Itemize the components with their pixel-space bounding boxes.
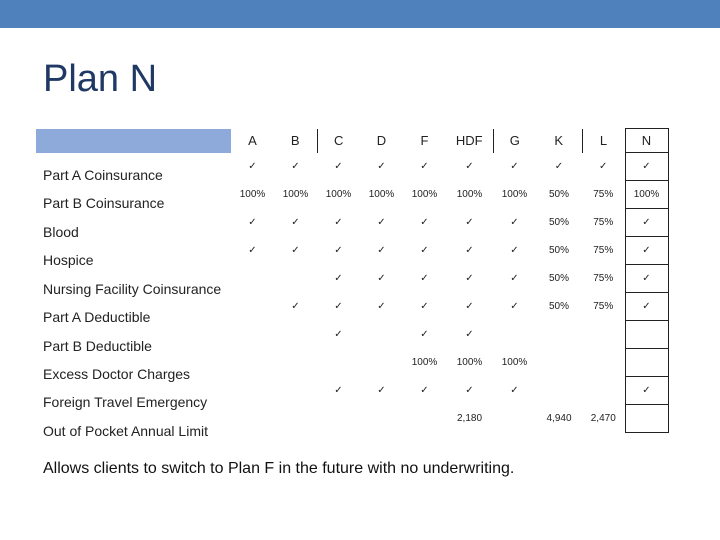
table-cell: ✓ (377, 385, 386, 396)
table-cell: 50% (548, 301, 569, 312)
table-cell (625, 349, 668, 377)
table-row (36, 377, 668, 405)
row-label: Blood (43, 224, 79, 240)
footer-note: Allows clients to switch to Plan F in the future with no underwriting. (43, 460, 515, 477)
table-row (36, 405, 668, 433)
row-label-spacer (36, 321, 231, 349)
table-cell: ✓ (420, 245, 429, 256)
table-cell: ✓ (510, 301, 519, 312)
table-cell: ✓ (625, 237, 668, 265)
table-cell: 100% (501, 189, 528, 200)
table-cell (274, 377, 317, 405)
table-cell (582, 349, 625, 377)
table-cell: ✓ (465, 217, 474, 228)
table-cell (536, 349, 582, 377)
table-cell: 100% (368, 189, 395, 200)
table-cell: ✓ (377, 301, 386, 312)
table-cell (274, 321, 317, 349)
table-cell: ✓ (625, 265, 668, 293)
table-cell: ✓ (465, 161, 474, 172)
column-header-f: F (420, 133, 429, 148)
table-cell (493, 321, 536, 349)
table-cell: ✓ (599, 161, 608, 172)
table-cell: ✓ (248, 161, 257, 172)
table-cell: ✓ (420, 301, 429, 312)
table-cell: ✓ (377, 273, 386, 284)
table-cell: ✓ (291, 245, 300, 256)
row-label: Part B Coinsurance (43, 195, 165, 211)
table-cell (317, 405, 360, 433)
table-row (36, 265, 668, 293)
table-cell (231, 321, 274, 349)
column-header-k: K (536, 129, 582, 153)
table-cell (231, 377, 274, 405)
table-cell: ✓ (420, 161, 429, 172)
row-label: Out of Pocket Annual Limit (43, 423, 208, 439)
row-label: Part A Coinsurance (43, 167, 163, 183)
table-cell: ✓ (291, 301, 300, 312)
table-row (36, 349, 668, 377)
row-label: Part B Deductible (43, 338, 152, 354)
table-row (36, 209, 668, 237)
table-cell: ✓ (465, 245, 474, 256)
row-label: Hospice (43, 252, 94, 268)
header-row (36, 129, 668, 153)
table-cell: ✓ (334, 217, 343, 228)
table-cell: ✓ (420, 273, 429, 284)
table-cell: 4,940 (546, 413, 572, 424)
table-cell (582, 321, 625, 349)
table-cell: ✓ (377, 245, 386, 256)
table-cell: ✓ (465, 385, 474, 396)
table-cell (360, 349, 403, 377)
table-cell: ✓ (291, 217, 300, 228)
table-cell: 50% (548, 217, 569, 228)
row-label-spacer (36, 181, 231, 209)
table-cell: 100% (456, 189, 483, 200)
table-cell: ✓ (334, 329, 343, 340)
table-cell: 100% (239, 189, 266, 200)
table-cell: ✓ (248, 217, 257, 228)
table-cell (625, 321, 668, 349)
row-label: Part A Deductible (43, 309, 151, 325)
table-cell: 100% (625, 181, 668, 209)
table-row (36, 153, 668, 181)
table-cell: 75% (593, 273, 614, 284)
table-cell (493, 405, 536, 433)
row-label-spacer (36, 237, 231, 265)
row-label-spacer (36, 405, 231, 433)
table-cell (536, 377, 582, 405)
table-cell: 50% (548, 273, 569, 284)
table-cell (274, 265, 317, 293)
column-header-b: B (274, 129, 317, 153)
table-cell: ✓ (465, 273, 474, 284)
header-blank-cell (36, 129, 231, 153)
row-label-spacer (36, 265, 231, 293)
table-cell: ✓ (420, 329, 429, 340)
table-cell (625, 405, 668, 433)
top-accent-bar (0, 0, 720, 28)
table-cell (317, 349, 360, 377)
slide-title: Plan N (43, 58, 158, 100)
row-label: Excess Doctor Charges (43, 366, 191, 382)
table-cell: 75% (593, 301, 614, 312)
table-cell (360, 405, 403, 433)
table-cell: 2,470 (590, 413, 616, 424)
table-cell: ✓ (554, 161, 564, 172)
row-label-spacer (36, 209, 231, 237)
table-cell: ✓ (334, 385, 343, 396)
table-cell: ✓ (465, 329, 474, 340)
table-cell: 75% (593, 245, 614, 256)
column-header-hdf: HDF (446, 129, 493, 153)
table-cell (536, 321, 582, 349)
table-cell (274, 349, 317, 377)
table-cell (231, 293, 274, 321)
table-cell: ✓ (510, 385, 519, 396)
table-cell: ✓ (625, 293, 668, 321)
column-header-c: C (334, 133, 344, 148)
table-cell (231, 405, 274, 433)
row-label-spacer (36, 349, 231, 377)
column-header-g: G (509, 133, 520, 148)
table-cell (231, 265, 274, 293)
table-cell: ✓ (377, 161, 386, 172)
table-row (36, 321, 668, 349)
table-cell: ✓ (248, 245, 257, 256)
table-cell: 50% (548, 245, 569, 256)
table-cell: 75% (593, 217, 614, 228)
table-cell: ✓ (377, 217, 386, 228)
table-cell: 100% (282, 189, 309, 200)
table-cell (360, 321, 403, 349)
column-header-a: A (248, 133, 257, 148)
table-cell: ✓ (510, 217, 519, 228)
row-label-spacer (36, 153, 231, 181)
table-cell: ✓ (420, 217, 429, 228)
row-label-spacer (36, 293, 231, 321)
row-label: Nursing Facility Coinsurance (43, 281, 222, 297)
table-cell: 100% (411, 357, 438, 368)
column-header-l: L (599, 133, 608, 148)
table-cell: 50% (548, 189, 569, 200)
table-cell: ✓ (510, 161, 519, 172)
table-cell: ✓ (291, 161, 300, 172)
table-cell: ✓ (625, 209, 668, 237)
column-header-n: N (625, 129, 668, 153)
table-cell: ✓ (334, 273, 343, 284)
table-cell: 100% (411, 189, 438, 200)
table-cell: ✓ (625, 377, 668, 405)
table-cell: 75% (593, 189, 614, 200)
table-cell: 100% (456, 357, 483, 368)
table-cell: ✓ (510, 273, 519, 284)
column-header-d: D (376, 133, 387, 148)
table-row (36, 293, 668, 321)
table-cell (274, 405, 317, 433)
table-cell: ✓ (334, 245, 343, 256)
table-cell (231, 349, 274, 377)
table-cell: ✓ (420, 385, 429, 396)
table-cell: 2,180 (456, 413, 483, 424)
table-row (36, 237, 668, 265)
table-row (36, 181, 668, 209)
row-label-spacer (36, 377, 231, 405)
table-cell: ✓ (334, 301, 343, 312)
plan-comparison-table (36, 128, 669, 433)
row-label: Foreign Travel Emergency (43, 394, 208, 410)
table-cell: ✓ (465, 301, 474, 312)
table-cell (582, 377, 625, 405)
table-cell (403, 405, 446, 433)
table-cell: ✓ (334, 161, 343, 172)
table-cell: ✓ (625, 153, 668, 181)
table-cell: ✓ (510, 245, 519, 256)
table-cell: 100% (501, 357, 528, 368)
table-cell: 100% (325, 189, 352, 200)
